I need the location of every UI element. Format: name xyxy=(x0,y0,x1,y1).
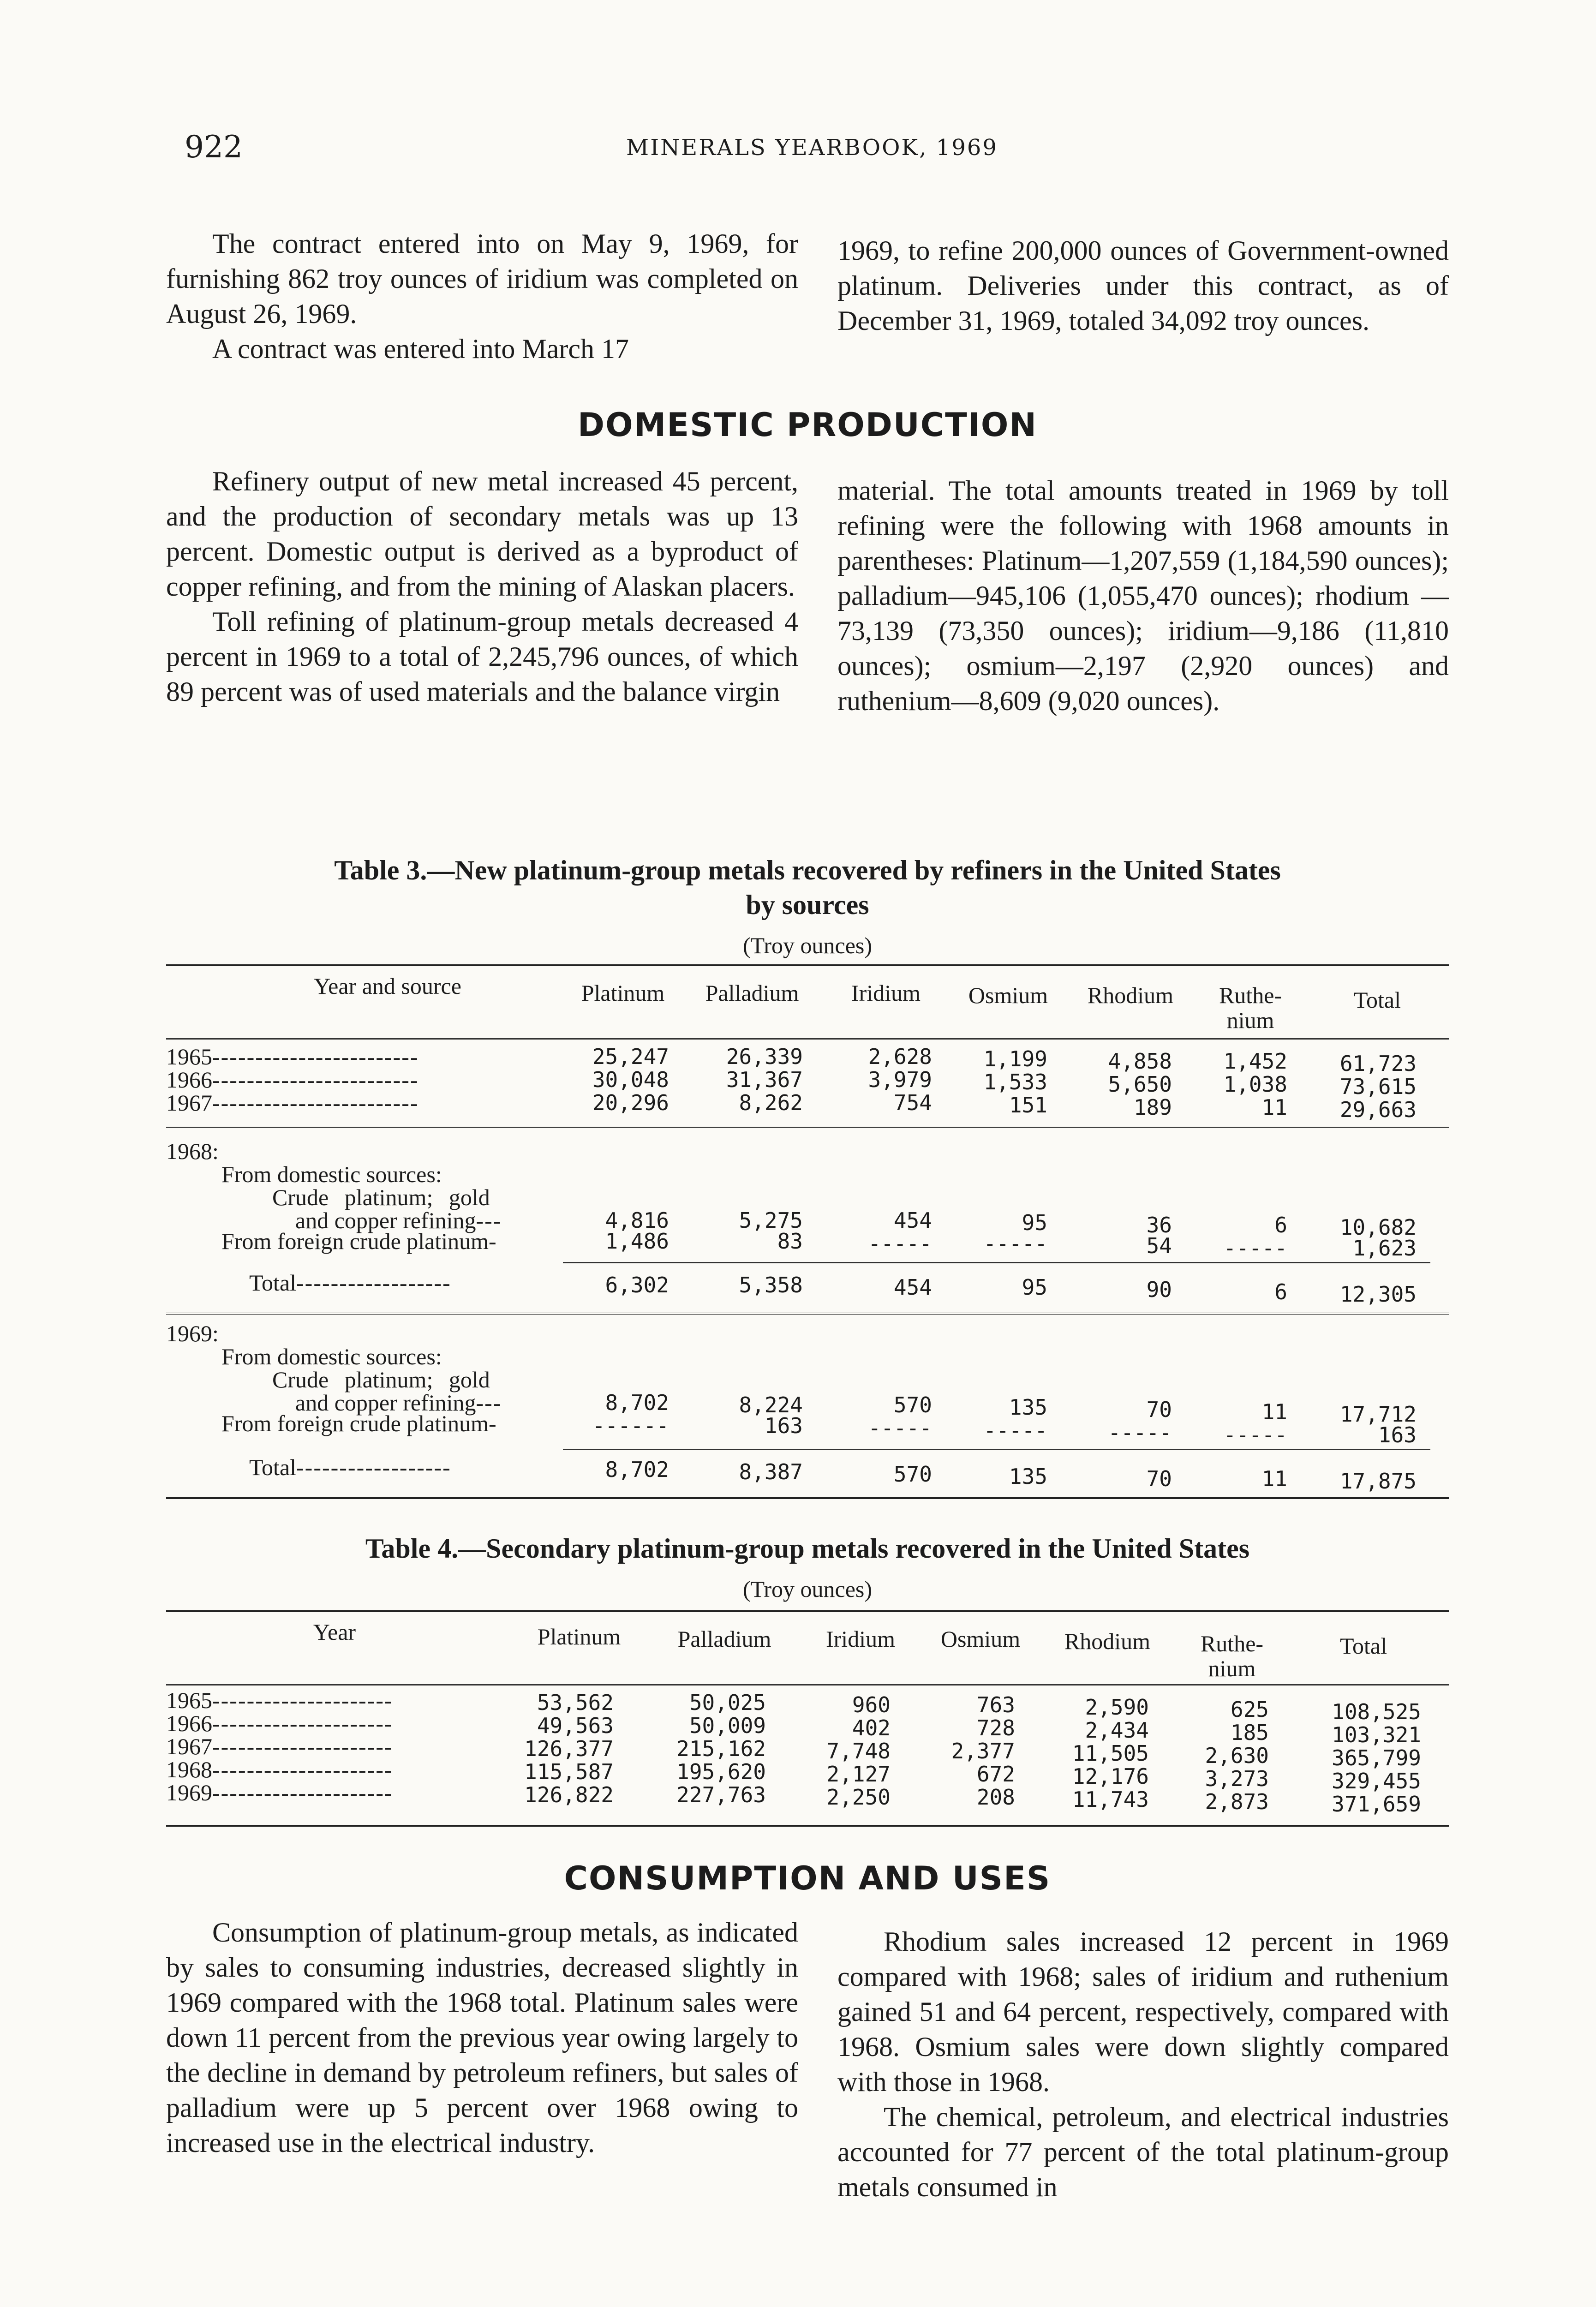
cell-iridium: 3,979 xyxy=(868,1067,932,1092)
cell-palladium: 31,367 xyxy=(726,1067,803,1092)
cell-palladium: 215,162 xyxy=(676,1736,766,1761)
row-label: 1967 xyxy=(166,1090,212,1116)
page-number: 922 xyxy=(185,129,243,165)
cell-total: 17,712 xyxy=(1339,1402,1417,1427)
cell-platinum: 6,302 xyxy=(605,1273,669,1297)
leader-dots: ------------------ xyxy=(296,1270,451,1296)
cell-osmium: 728 xyxy=(976,1715,1015,1740)
leader-dots: ------------------------ xyxy=(212,1090,419,1116)
cell-palladium: 83 xyxy=(777,1229,803,1254)
cell-rhodium: 11,743 xyxy=(1072,1787,1149,1812)
cell-platinum: 8,702 xyxy=(605,1457,669,1482)
row-label: and copper refining xyxy=(295,1207,476,1233)
leader-dots: --- xyxy=(476,1390,502,1416)
cell-palladium: 8,224 xyxy=(739,1393,803,1417)
table-rule xyxy=(166,1684,1449,1685)
leader-dots: ------------------------ xyxy=(212,1067,419,1093)
cell-osmium: 95 xyxy=(1022,1210,1047,1235)
cell-ruthenium: ----- xyxy=(1223,1236,1287,1261)
table-caption: Table 3.—New platinum-group metals recovered by refiners in the United States xyxy=(334,855,1281,885)
row-label: Crude platinum; gold xyxy=(272,1367,490,1393)
col-header: Palladium xyxy=(677,1626,771,1652)
body-paragraph: Toll refining of platinum-group metals decreased 4 percent in 1969 to a total of 2,245,796 ounces, of which 89 percent was of used materials and the balance virgin xyxy=(166,606,798,707)
subgroup-label: From domestic sources: xyxy=(221,1161,442,1187)
cell-total: 12,305 xyxy=(1339,1282,1417,1307)
cell-osmium: 672 xyxy=(976,1762,1015,1787)
cell-total: 1,623 xyxy=(1352,1236,1417,1261)
cell-total: 329,455 xyxy=(1332,1769,1421,1793)
cell-total: 365,799 xyxy=(1332,1745,1421,1770)
leader-dots: --------------------- xyxy=(212,1757,393,1782)
cell-ruthenium: 625 xyxy=(1230,1697,1269,1722)
cell-palladium: 5,358 xyxy=(739,1273,803,1297)
row-label: Total xyxy=(249,1454,297,1480)
cell-palladium: 5,275 xyxy=(739,1208,803,1233)
subtotal-rule xyxy=(563,1262,1430,1263)
col-header: Year xyxy=(313,1619,356,1645)
row-label: 1966 xyxy=(166,1067,212,1093)
col-header: Rhodium xyxy=(1064,1628,1151,1654)
cell-palladium: 8,387 xyxy=(739,1459,803,1484)
cell-ruthenium: 1,038 xyxy=(1223,1072,1287,1097)
year-group-label: 1969: xyxy=(166,1321,219,1346)
col-header: Platinum xyxy=(581,980,665,1006)
cell-iridium: 754 xyxy=(893,1090,932,1115)
section-heading-domestic: DOMESTIC PRODUCTION xyxy=(578,406,1037,444)
cell-ruthenium: 2,630 xyxy=(1205,1743,1269,1768)
cell-iridium: 570 xyxy=(893,1393,932,1417)
col-header: nium xyxy=(1226,1007,1274,1033)
leader-dots: - xyxy=(489,1410,497,1436)
cell-iridium: 2,250 xyxy=(826,1785,891,1810)
domestic-right-column xyxy=(837,473,1449,718)
leader-dots: --- xyxy=(476,1207,502,1233)
table-rule xyxy=(166,1610,1449,1612)
consumption-left-column xyxy=(166,1915,798,2160)
row-label: Total xyxy=(249,1270,297,1296)
intro-paragraph: A contract was entered into March 17 xyxy=(212,334,629,364)
cell-rhodium: 4,858 xyxy=(1108,1049,1172,1074)
body-paragraph: Refinery output of new metal increased 45 percent, and the production of secondary metals was up 13 percent. Domestic output is derived as a byproduct of copper refining, and from the mining of Alaskan placers. xyxy=(166,466,798,602)
row-label: 1965 xyxy=(166,1044,212,1070)
table-caption: by sources xyxy=(746,890,869,920)
cell-rhodium: 54 xyxy=(1146,1233,1172,1258)
cell-rhodium: 5,650 xyxy=(1108,1072,1172,1097)
cell-palladium: 195,620 xyxy=(676,1759,766,1784)
cell-platinum: 8,702 xyxy=(605,1390,669,1415)
table-rule xyxy=(166,1313,1449,1317)
intro-paragraph: The contract entered into on May 9, 1969, for furnishing 862 troy ounces of iridium was completed on August 26, 1969. xyxy=(166,228,798,329)
cell-osmium: 208 xyxy=(976,1785,1015,1810)
col-header: Iridium xyxy=(851,980,921,1006)
cell-ruthenium: 11 xyxy=(1261,1466,1287,1491)
subtotal-rule xyxy=(563,1449,1430,1450)
cell-osmium: ----- xyxy=(983,1231,1047,1256)
table-units: (Troy ounces) xyxy=(742,932,873,958)
cell-total: 163 xyxy=(1378,1422,1417,1447)
leader-dots: ------------------------ xyxy=(212,1044,419,1070)
leader-dots: --------------------- xyxy=(212,1780,393,1805)
row-label: 1968 xyxy=(166,1757,212,1782)
col-header: Ruthe- xyxy=(1219,982,1282,1008)
col-header: Rhodium xyxy=(1087,982,1174,1008)
table-rule xyxy=(166,1497,1449,1499)
cell-ruthenium: ----- xyxy=(1223,1422,1287,1447)
intro-paragraph: 1969, to refine 200,000 ounces of Government-owned platinum. Deliveries under this contract, as of December 31, 1969, totaled 34,092 troy ounces. xyxy=(837,235,1449,336)
cell-rhodium: 12,176 xyxy=(1072,1764,1149,1789)
cell-platinum: 53,562 xyxy=(537,1690,614,1715)
row-label: 1966 xyxy=(166,1710,212,1736)
cell-platinum: ------ xyxy=(592,1413,669,1438)
cell-osmium: 151 xyxy=(1009,1093,1047,1118)
cell-total: 371,659 xyxy=(1332,1792,1421,1817)
cell-platinum: 126,377 xyxy=(524,1736,614,1761)
cell-rhodium: 90 xyxy=(1146,1277,1172,1302)
cell-platinum: 25,247 xyxy=(592,1044,669,1069)
cell-osmium: ----- xyxy=(983,1418,1047,1443)
table-rule xyxy=(166,964,1449,966)
col-header: Total xyxy=(1353,987,1401,1013)
cell-palladium: 26,339 xyxy=(726,1044,803,1069)
cell-rhodium: 70 xyxy=(1146,1466,1172,1491)
cell-ruthenium: 6 xyxy=(1274,1279,1287,1304)
cell-ruthenium: 11 xyxy=(1261,1095,1287,1120)
cell-total: 108,525 xyxy=(1332,1699,1421,1724)
cell-ruthenium: 6 xyxy=(1274,1213,1287,1237)
col-header: Osmium xyxy=(968,982,1048,1008)
leader-dots: --------------------- xyxy=(212,1687,393,1713)
col-header: Ruthe- xyxy=(1200,1631,1264,1656)
intro-right-column xyxy=(837,233,1449,338)
cell-rhodium: 11,505 xyxy=(1072,1741,1149,1766)
body-paragraph: The chemical, petroleum, and electrical industries accounted for 77 percent of the total platinum-group metals consumed in xyxy=(837,2102,1449,2202)
cell-platinum: 49,563 xyxy=(537,1713,614,1738)
row-label: 1969 xyxy=(166,1780,212,1805)
cell-iridium: 2,127 xyxy=(826,1762,891,1787)
cell-platinum: 4,816 xyxy=(605,1208,669,1233)
cell-rhodium: 2,434 xyxy=(1085,1718,1149,1743)
page-header xyxy=(185,129,1440,171)
cell-total: 103,321 xyxy=(1332,1722,1421,1747)
table-units: (Troy ounces) xyxy=(742,1576,873,1602)
cell-palladium: 50,025 xyxy=(689,1690,766,1715)
cell-iridium: 7,748 xyxy=(826,1739,891,1763)
cell-palladium: 227,763 xyxy=(676,1782,766,1807)
cell-palladium: 8,262 xyxy=(739,1090,803,1115)
col-header: Palladium xyxy=(705,980,799,1006)
section-heading-consumption: CONSUMPTION AND USES xyxy=(564,1859,1051,1897)
cell-total: 61,723 xyxy=(1339,1051,1417,1076)
table-rule xyxy=(166,1126,1449,1130)
year-group-label: 1968: xyxy=(166,1138,219,1164)
cell-rhodium: 36 xyxy=(1146,1213,1172,1237)
col-header: Total xyxy=(1339,1633,1387,1659)
domestic-left-column xyxy=(166,464,798,709)
consumption-right-column xyxy=(837,1924,1449,2205)
col-header: Osmium xyxy=(940,1626,1021,1652)
cell-palladium: 50,009 xyxy=(689,1713,766,1738)
cell-total: 73,615 xyxy=(1339,1074,1417,1099)
cell-total: 29,663 xyxy=(1339,1097,1417,1122)
leader-dots: - xyxy=(489,1228,497,1254)
cell-rhodium: 2,590 xyxy=(1085,1695,1149,1720)
cell-iridium: 960 xyxy=(852,1692,891,1717)
cell-platinum: 1,486 xyxy=(605,1229,669,1254)
row-label: 1967 xyxy=(166,1733,212,1759)
cell-iridium: 570 xyxy=(893,1462,932,1487)
row-label: From foreign crude platinum xyxy=(221,1228,489,1254)
cell-iridium: 454 xyxy=(893,1275,932,1300)
cell-platinum: 115,587 xyxy=(524,1759,614,1784)
cell-rhodium: ----- xyxy=(1108,1420,1172,1445)
cell-ruthenium: 1,452 xyxy=(1223,1049,1287,1074)
leader-dots: --------------------- xyxy=(212,1710,393,1736)
col-header: Year and source xyxy=(314,973,461,999)
col-header: Iridium xyxy=(826,1626,895,1652)
body-paragraph: material. The total amounts treated in 1969 by toll refining were the following with 1968 amounts in parentheses: Platinum—1,207,559 (1,184,590 ounces); palladium—945,106 (1,055,470 ounces); rhodium —73,139 (73,350 ounces); iridium—9,186 (11,810 ounces); osmium—2,197 (2,920 ounces) and ruthenium—8,609 (9,020 ounces). xyxy=(837,475,1449,716)
row-label: Crude platinum; gold xyxy=(272,1184,490,1210)
cell-iridium: 454 xyxy=(893,1208,932,1233)
cell-rhodium: 189 xyxy=(1133,1095,1172,1120)
cell-osmium: 1,199 xyxy=(983,1046,1047,1071)
table-rule xyxy=(166,1038,1449,1040)
cell-iridium: ----- xyxy=(868,1231,932,1256)
cell-iridium: ----- xyxy=(868,1416,932,1440)
cell-platinum: 126,822 xyxy=(524,1782,614,1807)
row-label: From foreign crude platinum xyxy=(221,1410,489,1436)
cell-osmium: 95 xyxy=(1022,1275,1047,1300)
cell-total: 17,875 xyxy=(1339,1469,1417,1494)
leader-dots: --------------------- xyxy=(212,1733,393,1759)
intro-left-column xyxy=(166,226,798,366)
cell-iridium: 402 xyxy=(852,1715,891,1740)
col-header: nium xyxy=(1208,1656,1256,1681)
cell-osmium: 135 xyxy=(1009,1464,1047,1489)
table-caption: Table 4.—Secondary platinum-group metals recovered in the United States xyxy=(365,1533,1250,1564)
col-header: Platinum xyxy=(537,1624,621,1650)
leader-dots: ------------------ xyxy=(296,1454,451,1480)
cell-ruthenium: 185 xyxy=(1230,1720,1269,1745)
cell-platinum: 20,296 xyxy=(592,1090,669,1115)
cell-osmium: 135 xyxy=(1009,1395,1047,1420)
row-label: and copper refining xyxy=(295,1390,476,1416)
cell-ruthenium: 2,873 xyxy=(1205,1789,1269,1814)
cell-ruthenium: 11 xyxy=(1261,1399,1287,1424)
running-title: MINERALS YEARBOOK, 1969 xyxy=(626,135,998,161)
cell-rhodium: 70 xyxy=(1146,1397,1172,1422)
body-paragraph: Rhodium sales increased 12 percent in 1969 compared with 1968; sales of iridium and ruthenium gained 51 and 64 percent, respectively, compared with 1968. Osmium sales were down slightly compared with those in 1968. xyxy=(837,1926,1449,2097)
cell-iridium: 2,628 xyxy=(868,1044,932,1069)
body-paragraph: Consumption of platinum-group metals, as indicated by sales to consuming industries, decreased slightly in 1969 compared with the 1968 total. Platinum sales were down 11 percent from the previous year owing largely to the decline in demand by petroleum refiners, but sales of palladium were up 5 percent over 1968 owing to increased use in the electrical industry. xyxy=(166,1917,798,2158)
cell-total: 10,682 xyxy=(1339,1215,1417,1240)
cell-osmium: 2,377 xyxy=(951,1739,1015,1763)
cell-osmium: 763 xyxy=(976,1692,1015,1717)
table-rule xyxy=(166,1825,1449,1827)
row-label: 1965 xyxy=(166,1687,212,1713)
cell-osmium: 1,533 xyxy=(983,1070,1047,1094)
cell-ruthenium: 3,273 xyxy=(1205,1766,1269,1791)
subgroup-label: From domestic sources: xyxy=(221,1344,442,1369)
cell-platinum: 30,048 xyxy=(592,1067,669,1092)
cell-palladium: 163 xyxy=(764,1413,803,1438)
